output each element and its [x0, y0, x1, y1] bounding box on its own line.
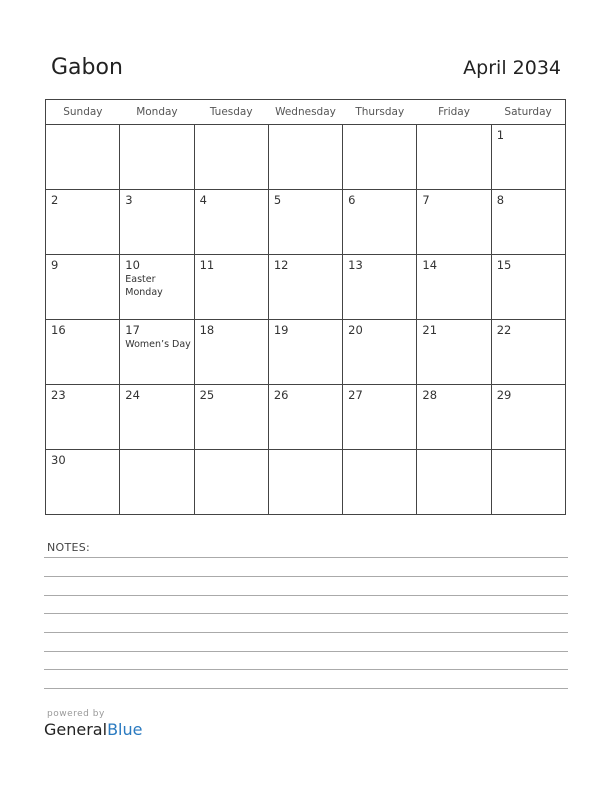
calendar-day-cell: [417, 385, 491, 450]
day-number: 18: [199, 323, 215, 337]
day-number: 28: [422, 388, 438, 402]
day-number: 14: [422, 258, 438, 272]
day-number: 20: [348, 323, 363, 337]
calendar-day-cell: [491, 320, 565, 385]
weekday-friday: Friday: [417, 100, 491, 125]
calendar-day-cell: [491, 255, 565, 320]
brand-general: General: [44, 720, 108, 739]
calendar-day-cell: [194, 255, 268, 320]
weekday-saturday: Saturday: [491, 100, 565, 125]
day-number: 5: [273, 193, 282, 207]
calendar-day-cell: [120, 320, 194, 385]
note-line: [44, 557, 568, 558]
day-number: 2: [51, 193, 59, 207]
powered-by-text: powered by: [47, 709, 105, 719]
calendar-week-row: [46, 255, 566, 320]
day-number: 19: [273, 323, 289, 337]
note-line: [44, 576, 568, 577]
note-line: [44, 688, 568, 689]
calendar-day-cell: [491, 450, 565, 515]
calendar-day-cell: [46, 320, 120, 385]
day-number: 16: [51, 323, 66, 337]
calendar-day-cell: [194, 385, 268, 450]
calendar-day-cell: [491, 385, 565, 450]
notes-label: NOTES:: [47, 541, 91, 554]
day-number: 26: [273, 388, 289, 402]
calendar-day-cell: [120, 125, 194, 190]
note-line: [44, 632, 568, 633]
calendar-week-row: [46, 125, 566, 190]
weekday-wednesday: Wednesday: [268, 100, 342, 125]
day-number: 9: [51, 258, 59, 272]
weekday-sunday: Sunday: [46, 100, 120, 125]
day-number: 3: [125, 193, 133, 207]
note-line: [44, 669, 568, 670]
calendar-day-cell: [120, 385, 194, 450]
calendar-day-cell: [268, 320, 342, 385]
calendar-week-row: [46, 190, 566, 255]
calendar-day-cell: [194, 190, 268, 255]
day-number: 4: [199, 193, 207, 207]
calendar-day-cell: [268, 190, 342, 255]
country-title: Gabon: [51, 55, 123, 80]
calendar-day-cell: [120, 450, 194, 515]
weekday-tuesday: Tuesday: [194, 100, 268, 125]
day-number: 7: [422, 193, 430, 207]
calendar-day-cell: [46, 385, 120, 450]
day-number: 24: [125, 388, 140, 402]
calendar-day-cell: [268, 385, 342, 450]
calendar-day-cell: [343, 385, 417, 450]
note-line: [44, 651, 568, 652]
note-line: [44, 613, 568, 614]
weekday-thursday: Thursday: [343, 100, 417, 125]
calendar-day-cell: [268, 125, 342, 190]
day-number: 6: [348, 193, 356, 207]
day-number: 29: [496, 388, 512, 402]
calendar-day-cell: [120, 190, 194, 255]
weekday-header-row: [46, 100, 566, 125]
brand-blue: Blue: [107, 720, 143, 739]
day-number: 1: [496, 128, 505, 142]
calendar-day-cell: [343, 255, 417, 320]
day-number: 22: [496, 323, 512, 337]
day-number: 21: [422, 323, 438, 337]
calendar-day-cell: [268, 450, 342, 515]
brand-logo[interactable]: [44, 720, 142, 739]
day-number: 12: [273, 258, 289, 272]
calendar-week-row: [46, 320, 566, 385]
calendar-day-cell: [343, 450, 417, 515]
calendar-day-cell: [417, 320, 491, 385]
day-number: 15: [496, 258, 512, 272]
calendar-week-row: [46, 385, 566, 450]
calendar-day-cell: [491, 125, 565, 190]
calendar-day-cell: [120, 255, 194, 320]
calendar-week-row: [46, 450, 566, 515]
calendar-day-cell: [194, 450, 268, 515]
weekday-monday: Monday: [120, 100, 194, 125]
day-number: 17: [125, 323, 140, 337]
calendar-day-cell: [417, 190, 491, 255]
calendar-day-cell: [194, 320, 268, 385]
calendar-day-cell: [46, 255, 120, 320]
calendar-grid: [45, 99, 566, 515]
calendar-day-cell: [46, 450, 120, 515]
calendar-day-cell: [268, 255, 342, 320]
calendar-day-cell: [46, 125, 120, 190]
calendar-day-cell: [491, 190, 565, 255]
calendar-day-cell: [343, 125, 417, 190]
day-number: 10: [125, 258, 140, 272]
calendar-day-cell: [343, 320, 417, 385]
holiday-label: Women’s Day: [125, 339, 191, 350]
day-number: 27: [348, 388, 363, 402]
month-year-title: April 2034: [463, 57, 561, 79]
calendar-day-cell: [46, 190, 120, 255]
calendar-day-cell: [417, 125, 491, 190]
holiday-label: Easter Monday: [125, 274, 163, 298]
day-number: 23: [51, 388, 66, 402]
day-number: 25: [199, 388, 215, 402]
note-line: [44, 595, 568, 596]
calendar-day-cell: [417, 450, 491, 515]
day-number: 8: [496, 193, 505, 207]
day-number: 13: [348, 258, 363, 272]
calendar-day-cell: [343, 190, 417, 255]
day-number: 11: [199, 258, 215, 272]
calendar-day-cell: [194, 125, 268, 190]
calendar-day-cell: [417, 255, 491, 320]
day-number: 30: [51, 453, 66, 467]
